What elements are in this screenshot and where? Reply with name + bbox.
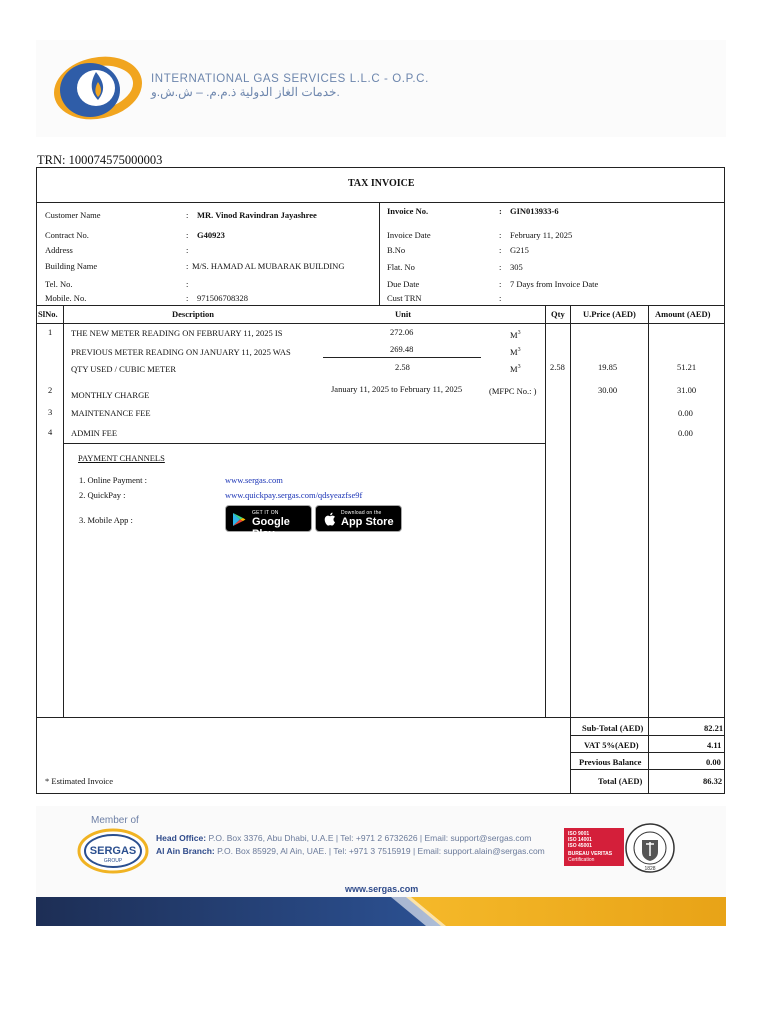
- member-of-label: Member of: [91, 815, 139, 826]
- invoice-number-value: GIN013933-6: [510, 206, 559, 216]
- iso-line-3: ISO 45001: [568, 843, 592, 849]
- building-label: Building Name: [45, 261, 98, 271]
- company-name-english: INTERNATIONAL GAS SERVICES L.L.C - O.P.C.: [151, 73, 429, 85]
- estimated-invoice-note: * Estimated Invoice: [45, 776, 113, 786]
- colon: :: [499, 293, 502, 303]
- colon: :: [186, 261, 189, 271]
- row-2-period: January 11, 2025 to February 11, 2025: [331, 384, 463, 394]
- footer-website-link[interactable]: www.sergas.com: [345, 884, 419, 894]
- colon: :: [499, 230, 502, 240]
- mobile-app-label: 3. Mobile App :: [79, 515, 133, 525]
- flat-label: Flat. No: [387, 262, 415, 272]
- bureau-veritas-seal-icon: [624, 822, 676, 874]
- customer-name-label: Customer Name: [45, 210, 101, 220]
- due-date-label: Due Date: [387, 279, 420, 289]
- building-value: M/S. HAMAD AL MUBARAK BUILDING: [192, 261, 345, 271]
- colon: :: [186, 279, 189, 289]
- unit-cubic-meter: $M^3$: [510, 364, 521, 374]
- row-2-slno: 2: [48, 385, 53, 395]
- address-label: Address: [45, 245, 73, 255]
- colon: :: [499, 279, 502, 289]
- colon: :: [186, 293, 189, 303]
- invoice-title: TAX INVOICE: [348, 178, 415, 189]
- row-1-uprice: 19.85: [598, 362, 618, 372]
- col-header-amount: Amount (AED): [655, 309, 711, 319]
- apple-icon: [323, 511, 336, 527]
- branch-text: P.O. Box 85929, Al Ain, UAE. | Tel: +971 3 7515919 | Email: support.alain@sergas.com: [217, 846, 545, 856]
- sergas-logo-text: SERGAS: [89, 845, 137, 857]
- row-2-description: MONTHLY CHARGE: [71, 390, 150, 400]
- row-1-slno: 1: [48, 327, 53, 337]
- due-date-value: 7 Days from Invoice Date: [510, 279, 599, 289]
- company-name-arabic: خدمات الغاز الدولية ذ.م.م. – ش.ش.و.: [151, 85, 340, 99]
- bv-year: 1828: [644, 866, 656, 872]
- iso-line-1: ISO 9001: [568, 831, 590, 837]
- cust-trn-label: Cust TRN: [387, 293, 422, 303]
- sergas-logo-subtext: GROUP: [103, 858, 123, 864]
- quickpay-label: 2. QuickPay :: [79, 490, 126, 500]
- mobile-value: 971506708328: [197, 293, 248, 303]
- payment-channels-box: [63, 443, 545, 444]
- qty-used-value: 2.58: [395, 362, 410, 372]
- previous-balance-label: Previous Balance: [579, 757, 642, 767]
- branch-label: Al Ain Branch:: [156, 846, 215, 856]
- row-4-description: ADMIN FEE: [71, 428, 118, 438]
- prev-reading-label: PREVIOUS METER READING ON JANUARY 11, 2025 WAS: [71, 347, 291, 357]
- footer-decorative-band: [36, 897, 726, 926]
- row-3-description: MAINTENANCE FEE: [71, 408, 151, 418]
- colon: :: [186, 210, 189, 220]
- online-payment-link[interactable]: www.sergas.com: [225, 475, 283, 485]
- company-logo-icon: [52, 52, 144, 122]
- bno-value: G215: [510, 245, 529, 255]
- row-2-uprice: 30.00: [598, 385, 618, 395]
- subtotal-value: 82.21: [704, 723, 724, 733]
- row-3-amount: 0.00: [678, 408, 693, 418]
- flat-value: 305: [510, 262, 523, 272]
- colon: :: [499, 262, 502, 272]
- unit-cubic-meter: $M^3$: [510, 347, 521, 357]
- bno-label: B.No: [387, 245, 406, 255]
- col-header-slno: SlNo.: [38, 309, 58, 319]
- vat-value: 4.11: [707, 740, 722, 750]
- unit-cubic-meter: $M^3$: [510, 330, 521, 340]
- col-header-uprice: U.Price (AED): [583, 309, 636, 319]
- app-store-small-text: Download on the: [341, 510, 382, 516]
- invoice-date-label: Invoice Date: [387, 230, 431, 240]
- previous-balance-value: 0.00: [706, 757, 721, 767]
- google-play-small-text: GET IT ON: [252, 510, 279, 516]
- col-header-qty: Qty: [551, 309, 565, 319]
- qty-used-label: QTY USED / CUBIC METER: [71, 364, 176, 374]
- row-1-qty: 2.58: [550, 362, 565, 372]
- colon: :: [186, 245, 189, 255]
- payment-channels-title: PAYMENT CHANNELS: [78, 453, 165, 463]
- total-label: Total (AED): [598, 776, 643, 786]
- google-play-icon: [232, 512, 246, 527]
- iso-line-2: ISO 14001: [568, 837, 592, 843]
- row-3-slno: 3: [48, 407, 53, 417]
- vat-label: VAT 5%(AED): [584, 740, 639, 750]
- branch-line: [156, 846, 545, 856]
- head-office-line: [156, 833, 531, 843]
- row-2-note: (MFPC No.: ): [489, 386, 537, 396]
- row-2-amount: 31.00: [677, 385, 697, 395]
- app-store-big-text: App Store: [341, 516, 394, 528]
- head-office-label: Head Office:: [156, 833, 207, 843]
- quickpay-link[interactable]: www.quickpay.sergas.com/qdsyeazfse9f: [225, 490, 363, 500]
- invoice-date-value: February 11, 2025: [510, 230, 573, 240]
- bv-cert: Certification: [568, 857, 595, 863]
- iso-certification-badge: [564, 828, 624, 866]
- contract-label: Contract No.: [45, 230, 89, 240]
- app-store-badge[interactable]: [315, 505, 402, 532]
- google-play-badge[interactable]: [225, 505, 312, 540]
- google-play-big-text: Google Play: [252, 516, 290, 540]
- prev-reading-value: 269.48: [390, 344, 414, 354]
- colon: :: [499, 206, 502, 216]
- head-office-text: P.O. Box 3376, Abu Dhabi, U.A.E | Tel: +971 2 6732626 | Email: support@sergas.com: [208, 833, 532, 843]
- new-reading-label: THE NEW METER READING ON FEBRUARY 11, 2025 IS: [71, 328, 283, 338]
- subtotal-label: Sub-Total (AED): [582, 723, 644, 733]
- contract-value: G40923: [197, 230, 225, 240]
- customer-name-value: MR. Vinod Ravindran Jayashree: [197, 210, 317, 220]
- tel-label: Tel. No.: [45, 279, 73, 289]
- col-header-description: Description: [172, 309, 215, 319]
- row-4-amount: 0.00: [678, 428, 693, 438]
- invoice-number-label: Invoice No.: [387, 206, 429, 216]
- row-4-slno: 4: [48, 427, 53, 437]
- online-payment-label: 1. Online Payment :: [79, 475, 147, 485]
- colon: :: [186, 230, 189, 240]
- new-reading-value: 272.06: [390, 327, 414, 337]
- company-trn: TRN: 100074575000003: [37, 153, 163, 167]
- bv-name: BUREAU VERITAS: [568, 851, 613, 857]
- total-value: 86.32: [703, 776, 723, 786]
- row-1-amount: 51.21: [677, 362, 697, 372]
- colon: :: [499, 245, 502, 255]
- mobile-label: Mobile. No.: [45, 293, 87, 303]
- col-header-unit: Unit: [395, 309, 412, 319]
- sergas-group-logo: [77, 828, 149, 874]
